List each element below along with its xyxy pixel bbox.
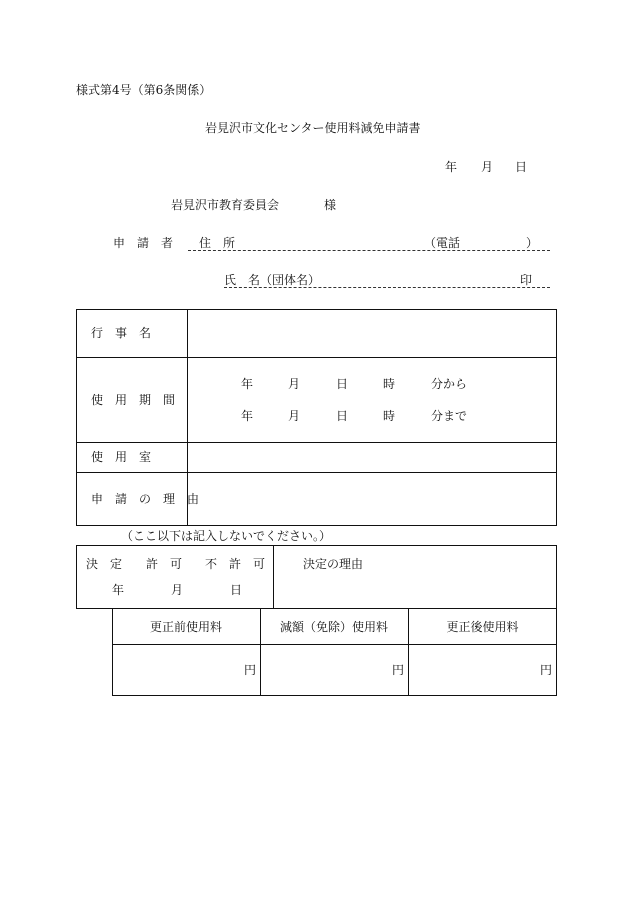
decision-reason-label: 決定の理由	[303, 557, 364, 571]
decision-label: 決 定	[86, 557, 123, 571]
to-day: 日	[336, 409, 349, 423]
decision-divider	[273, 545, 274, 609]
fee-before-header: 更正前使用料	[149, 620, 222, 634]
from-year: 年	[241, 377, 254, 391]
permit-label: 許 可	[146, 557, 183, 571]
phone-close-label: ）	[526, 236, 539, 250]
decision-year: 年	[112, 583, 125, 597]
decision-month: 月	[171, 583, 184, 597]
from-day: 日	[336, 377, 349, 391]
office-use-note: （ここ以下は記入しないでください。）	[121, 529, 332, 543]
to-minute: 分まで	[431, 409, 468, 423]
to-month: 月	[288, 409, 301, 423]
applicant-label: 申 請 者	[113, 236, 174, 250]
addressee-name: 岩見沢市教育委員会	[171, 198, 280, 212]
fee-after-unit: 円	[540, 663, 553, 677]
date-year: 年	[445, 160, 458, 174]
address-underline	[188, 250, 550, 251]
decision-table	[76, 545, 557, 609]
room-label: 使 用 室	[91, 450, 152, 464]
reason-label: 申 請 の 理 由	[91, 492, 200, 506]
row-divider	[76, 472, 557, 473]
fee-reduced-unit: 円	[392, 663, 405, 677]
phone-open-label: （電話	[424, 236, 461, 250]
form-number: 様式第4号（第6条関係）	[76, 83, 212, 97]
seal-mark: 印	[520, 273, 533, 287]
row-divider	[76, 357, 557, 358]
to-hour: 時	[383, 409, 396, 423]
fee-reduced-header: 減額（免除）使用料	[279, 620, 388, 634]
row-divider	[76, 442, 557, 443]
fee-row-divider	[112, 644, 557, 645]
addressee-honorific: 様	[324, 198, 337, 212]
applicant-name-label: 氏 名（団体名）	[224, 273, 321, 287]
from-month: 月	[288, 377, 301, 391]
usage-period-label: 使 用 期 間	[91, 393, 176, 407]
fee-after-header: 更正後使用料	[446, 620, 519, 634]
from-hour: 時	[383, 377, 396, 391]
fee-before-unit: 円	[244, 663, 257, 677]
deny-label: 不 許 可	[205, 557, 266, 571]
address-label: 住 所	[199, 236, 236, 250]
decision-day: 日	[230, 583, 243, 597]
name-underline	[224, 287, 550, 288]
date-day: 日	[515, 160, 528, 174]
event-name-label: 行 事 名	[91, 326, 152, 340]
date-month: 月	[481, 160, 494, 174]
to-year: 年	[241, 409, 254, 423]
from-minute: 分から	[431, 377, 468, 391]
form-title: 岩見沢市文化センター使用料減免申請書	[205, 121, 421, 135]
